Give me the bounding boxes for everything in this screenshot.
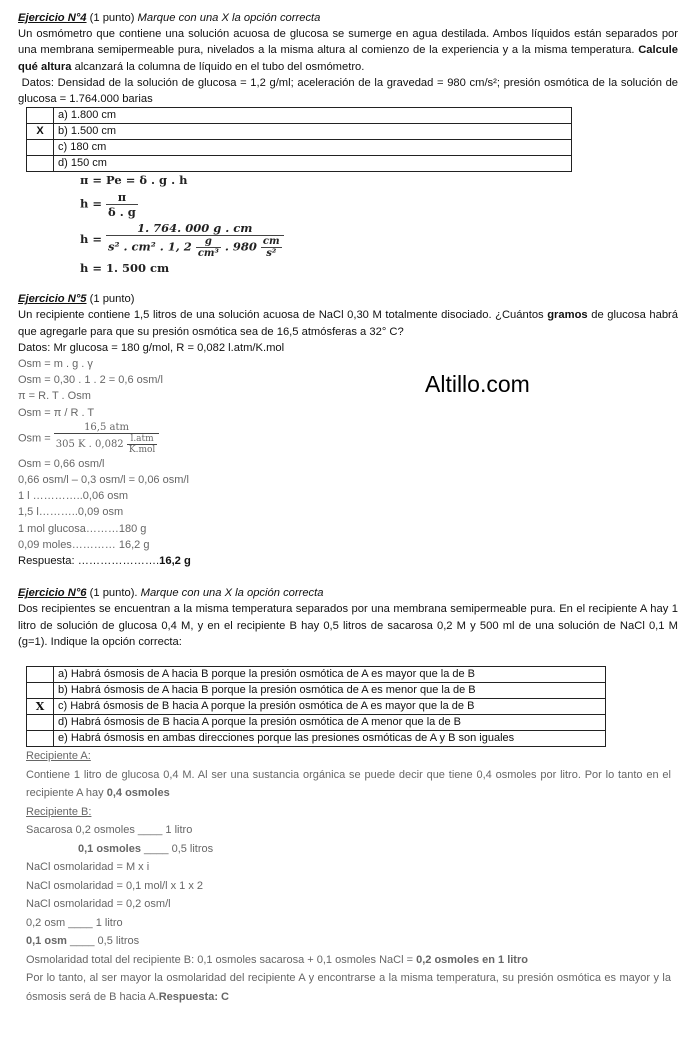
exercise-5-statement bbox=[18, 307, 678, 339]
formula-2 bbox=[80, 190, 678, 219]
inner-fraction bbox=[261, 236, 282, 259]
option-mark[interactable]: X bbox=[27, 124, 54, 140]
exercise-6-instruction: Marque con una X la opción correcta bbox=[140, 587, 324, 600]
fraction-numerator: 16,5 atm bbox=[54, 422, 160, 434]
exercise-4-data bbox=[18, 75, 678, 107]
option-mark[interactable] bbox=[27, 667, 54, 683]
formula-lhs: Osm = bbox=[18, 432, 51, 445]
total-text: Osmolaridad total del recipiente B: 0,1 osmoles sacarosa + 0,1 osmoles NaCl = bbox=[26, 953, 414, 966]
inner-denominator: cm³ bbox=[197, 248, 219, 260]
solution-line: 0,66 osm/l – 0,3 osm/l = 0,06 osm/l bbox=[18, 474, 189, 487]
exercise-4-instruction: Marque con una X la opción correcta bbox=[137, 12, 321, 24]
conclusion-answer: Respuesta: C bbox=[158, 990, 229, 1003]
recipient-b-title-text: Recipiente B: bbox=[26, 805, 92, 818]
line-text: ____ 0,5 litros bbox=[144, 842, 214, 855]
inner-numerator: g bbox=[196, 236, 221, 248]
option-mark[interactable] bbox=[27, 683, 54, 699]
solution-line: 1 l …………..0,06 osm bbox=[18, 490, 129, 503]
exercise-6-statement: Dos recipientes se encuentran a la misma temperatura separados por una membrana semipermeable pura. En el recipiente A hay 1 litro de solución de glucosa 0,4 M, y en el recipiente B hay 0,5 litros de sacarosa 0,2 M y 500 ml de una solución de NaCl 0,1 M (g=1). Indique la opción correcta: bbox=[18, 603, 678, 648]
exercise-4-formulas bbox=[80, 172, 678, 275]
recipient-b-title bbox=[26, 803, 671, 822]
solution-line: NaCl osmolaridad = 0,2 osm/l bbox=[26, 898, 171, 911]
solution-line: Sacarosa 0,2 osmoles ____ 1 litro bbox=[26, 824, 193, 837]
exercise-6-header bbox=[18, 585, 678, 601]
exercise-6-options-table bbox=[26, 666, 606, 747]
fraction-denominator bbox=[106, 236, 284, 259]
inner-denominator: s² bbox=[266, 248, 277, 260]
osm-fraction-line bbox=[18, 422, 678, 455]
option-row bbox=[27, 715, 606, 731]
solution-line bbox=[26, 840, 671, 859]
formula-1: π = Pe = δ . g . h bbox=[80, 173, 188, 188]
formula-lhs: h = bbox=[80, 232, 103, 247]
statement-text: Un osmómetro que contiene una solución acuosa de glucosa se sumerge en agua destilada. Ambos líquidos están separados por una membrana semipermeable pura, nivelados a la misma altura al comienzo de la experiencia y a la misma temperatura. bbox=[18, 28, 678, 57]
recipient-a-text bbox=[26, 766, 671, 803]
option-text: b) 1.500 cm bbox=[54, 124, 572, 140]
exercise-5-answer bbox=[18, 553, 678, 569]
exercise-4 bbox=[18, 10, 678, 275]
solution-line: 1,5 l………..0,09 osm bbox=[18, 506, 124, 519]
option-mark[interactable] bbox=[27, 156, 54, 172]
statement-bold: gramos bbox=[547, 309, 588, 322]
solution-line bbox=[26, 932, 671, 951]
exercise-6-title: Ejercicio N°6 bbox=[18, 587, 87, 600]
solution-line: Osm = 0,66 osm/l bbox=[18, 457, 105, 470]
exercise-5 bbox=[18, 291, 678, 569]
option-text: a) Habrá ósmosis de A hacia B porque la presión osmótica de A es mayor que la de B bbox=[54, 667, 606, 683]
formula-lhs: h = bbox=[80, 196, 103, 211]
denominator-part: s² . cm² . 1, 2 bbox=[108, 239, 192, 254]
inner-fraction bbox=[127, 434, 157, 455]
option-text: e) Habrá ósmosis en ambas direcciones porque las presiones osmóticas de A y B son iguales bbox=[54, 731, 606, 747]
fraction-numerator: 1. 764. 000 g . cm bbox=[106, 221, 284, 236]
exercise-4-title: Ejercicio N°4 bbox=[18, 12, 87, 24]
option-mark[interactable] bbox=[27, 731, 54, 747]
recipient-a-body: Contiene 1 litro de glucosa 0,4 M. Al ser una sustancia orgánica se puede decir que tiene 0,4 osmoles por litro. Por lo tanto en el recipiente A hay bbox=[26, 768, 671, 800]
exercise-4-header bbox=[18, 10, 678, 26]
option-row bbox=[27, 731, 606, 747]
exercise-4-options-table bbox=[26, 107, 572, 172]
fraction-numerator: π bbox=[106, 190, 138, 205]
option-mark[interactable]: X bbox=[27, 699, 54, 715]
option-text: d) Habrá ósmosis de B hacia A porque la presión osmótica de A menor que la de B bbox=[54, 715, 606, 731]
recipient-a-title bbox=[26, 747, 671, 766]
solution-line: Osm = m . g . γ bbox=[18, 358, 93, 371]
exercise-5-solution bbox=[18, 356, 678, 553]
exercise-4-statement bbox=[18, 26, 678, 75]
inner-fraction bbox=[196, 236, 221, 259]
option-row bbox=[27, 699, 606, 715]
option-text: d) 150 cm bbox=[54, 156, 572, 172]
solution-line: 1 mol glucosa………180 g bbox=[18, 522, 147, 535]
total-osmolarity bbox=[26, 951, 671, 970]
line-bold: 0,1 osm bbox=[26, 935, 67, 948]
watermark: Altillo.com bbox=[425, 371, 530, 397]
solution-line: 0,09 moles………… 16,2 g bbox=[18, 538, 150, 551]
line-bold: 0,1 osmoles bbox=[78, 842, 141, 855]
denominator-part: 305 K . 0,082 bbox=[55, 438, 124, 450]
option-row bbox=[27, 156, 572, 172]
option-row bbox=[27, 140, 572, 156]
line-text: ____ 0,5 litros bbox=[70, 935, 140, 948]
osm-fraction bbox=[54, 422, 160, 455]
conclusion bbox=[26, 969, 671, 1006]
option-text: c) 180 cm bbox=[54, 140, 572, 156]
formula-fraction bbox=[106, 221, 284, 259]
statement-text-end: alcanzará la columna de líquido en el tubo del osmómetro. bbox=[74, 60, 365, 73]
option-text: c) Habrá ósmosis de B hacia A porque la presión osmótica de A es mayor que la de B bbox=[54, 699, 606, 715]
option-row bbox=[27, 683, 606, 699]
fraction-denominator: δ . g bbox=[108, 205, 136, 220]
statement-text-end: de glucosa habrá que agregarle para que su presión osmótica sea de 16,5 atmósferas a 32° C? bbox=[18, 309, 678, 338]
statement-bold: Calcule qué altura bbox=[18, 44, 678, 73]
exercise-5-points: (1 punto) bbox=[89, 293, 135, 306]
data-text: Datos: Densidad de la solución de glucosa = 1,2 g/ml; aceleración de la gravedad = 980 cm/s²; presión osmótica de la solución de glucosa = 1.764.000 barias bbox=[18, 76, 679, 106]
option-text: b) Habrá ósmosis de A hacia B porque la presión osmótica de A es menor que la de B bbox=[54, 683, 606, 699]
option-mark[interactable] bbox=[27, 715, 54, 731]
solution-line: 0,2 osm ____ 1 litro bbox=[26, 916, 123, 929]
exercise-6 bbox=[18, 585, 678, 1006]
inner-numerator: cm bbox=[262, 236, 280, 248]
option-text: a) 1.800 cm bbox=[54, 108, 572, 124]
recipient-a-bold: 0,4 osmoles bbox=[106, 787, 170, 800]
solution-line: NaCl osmolaridad = M x i bbox=[26, 861, 150, 874]
option-mark[interactable] bbox=[27, 140, 54, 156]
document-page bbox=[18, 10, 678, 1006]
exercise-5-header bbox=[18, 291, 678, 307]
fraction-denominator bbox=[54, 434, 160, 455]
option-mark[interactable] bbox=[27, 108, 54, 124]
exercise-6-points: (1 punto). bbox=[89, 587, 138, 600]
solution-line: Osm = 0,30 . 1 . 2 = 0,6 osm/l bbox=[18, 374, 163, 387]
solution-line: π = R. T . Osm bbox=[18, 390, 91, 403]
option-row bbox=[27, 124, 572, 140]
answer-value: 16,2 g bbox=[159, 555, 191, 568]
denominator-part: . 980 bbox=[224, 239, 257, 254]
recipient-a-title-text: Recipiente A: bbox=[26, 750, 91, 763]
exercise-4-points: (1 punto) bbox=[89, 12, 135, 24]
total-bold: 0,2 osmoles en 1 litro bbox=[416, 953, 528, 966]
exercise-6-solution bbox=[26, 747, 671, 1006]
answer-label: Respuesta: …………………. bbox=[18, 555, 160, 568]
conclusion-text: Por lo tanto, al ser mayor la osmolaridad del recipiente A y encontrarse a la misma temperatura, su presión osmótica es mayor y la ósmosis será de B hacia A. bbox=[26, 972, 671, 1003]
inner-denominator: K.mol bbox=[128, 444, 156, 455]
formula-4: h = 1. 500 cm bbox=[80, 261, 170, 276]
formula-3 bbox=[80, 221, 678, 259]
option-row bbox=[27, 108, 572, 124]
solution-line: Osm = π / R . T bbox=[18, 406, 95, 419]
formula-fraction bbox=[106, 190, 138, 219]
solution-line: NaCl osmolaridad = 0,1 mol/l x 1 x 2 bbox=[26, 879, 203, 892]
option-row bbox=[27, 667, 606, 683]
exercise-5-data: Datos: Mr glucosa = 180 g/mol, R = 0,082 l.atm/K.mol bbox=[18, 341, 285, 354]
inner-numerator: l.atm bbox=[127, 434, 157, 445]
exercise-5-title: Ejercicio N°5 bbox=[18, 293, 87, 306]
statement-text: Un recipiente contiene 1,5 litros de una solución acuosa de NaCl 0,30 M totalmente disociado. ¿Cuántos bbox=[18, 309, 544, 322]
